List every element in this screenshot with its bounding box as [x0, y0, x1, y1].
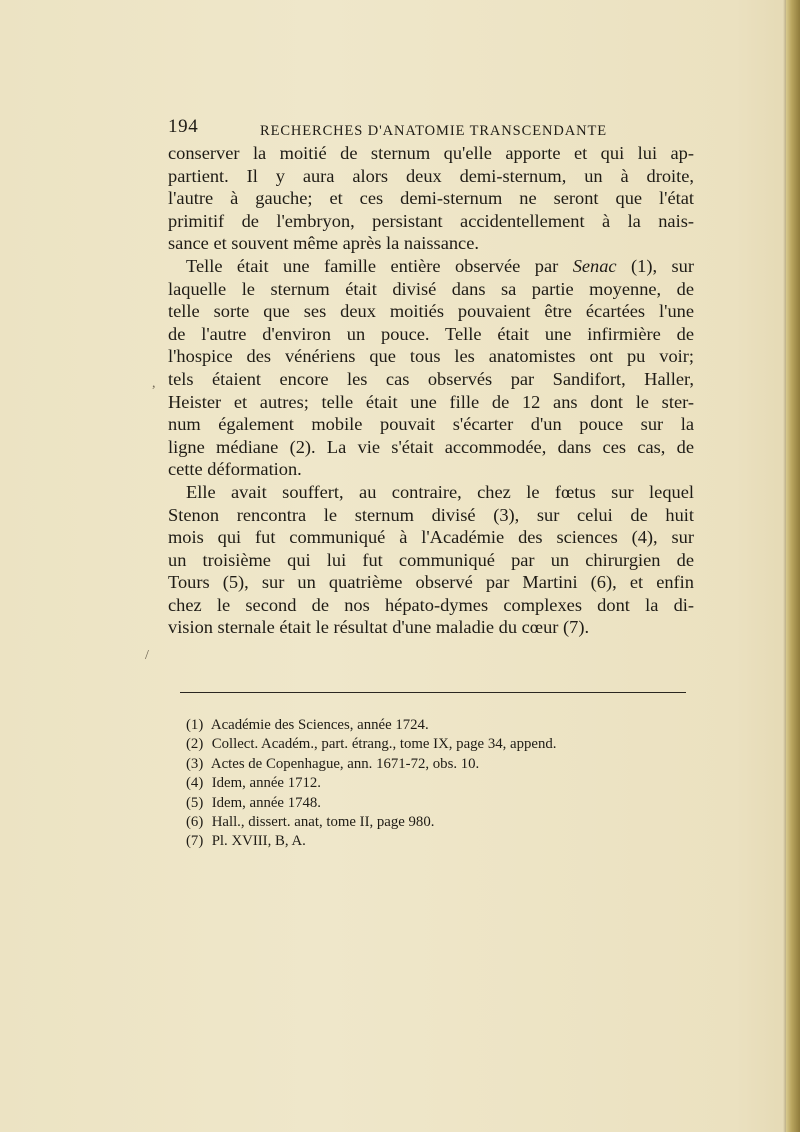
- text-line: primitif de l'embryon, persistant accidentellement à la nais-: [168, 210, 694, 231]
- text-line: laquelle le sternum était divisé dans sa partie moyenne, de: [168, 278, 694, 299]
- text-line: Stenon rencontra le sternum divisé (3), sur celui de huit: [168, 504, 694, 525]
- text-line: Elle avait souffert, au contraire, chez le fœtus sur lequel: [186, 481, 694, 502]
- text-line: partient. Il y aura alors deux demi-sternum, un à droite,: [168, 165, 694, 186]
- text-line: chez le second de nos hépato-dymes complexes dont la di-: [168, 594, 694, 615]
- footnote-number: (2): [186, 736, 204, 753]
- text-line: num également mobile pouvait s'écarter d'un pouce sur la: [168, 414, 694, 435]
- text-segment: Telle était une famille entière observée par: [186, 255, 573, 276]
- footnote-text: Pl. XVIII, B, A.: [211, 833, 306, 850]
- text-line: un troisième qui lui fut communiqué par un chirurgien de: [168, 549, 694, 570]
- footnote: [186, 794, 686, 813]
- text-line: conserver la moitié de sternum qu'elle apporte et qui lui ap-: [168, 143, 694, 163]
- footnote-text: Idem, année 1748.: [211, 794, 321, 811]
- text-line: cette déformation.: [168, 459, 302, 480]
- text-line: Heister et autres; telle était une fille de 12 ans dont le ster-: [168, 391, 694, 412]
- footnote-text: Actes de Copenhague, ann. 1671-72, obs. 10.: [210, 755, 480, 772]
- footnote: [186, 716, 686, 735]
- footnote: [186, 813, 686, 832]
- footnote-text: Collect. Académ., part. étrang., tome IX, page 34, append.: [211, 736, 557, 753]
- footnote-text: Idem, année 1712.: [211, 775, 321, 792]
- footnote-number: (3): [186, 755, 204, 772]
- text-line: Tours (5), sur un quatrième observé par Martini (6), et enfin: [168, 572, 694, 593]
- page-number: 194: [168, 116, 199, 137]
- footnote-number: (4): [186, 775, 204, 792]
- main-text: [168, 142, 694, 639]
- footnote-text: Académie des Sciences, année 1724.: [210, 717, 429, 733]
- footnote: [186, 832, 686, 851]
- footnote-number: (1): [186, 717, 204, 733]
- cited-author: Senac: [572, 255, 617, 276]
- footnote: [186, 774, 686, 793]
- text-line: tels étaient encore les cas observés par Sandifort, Haller,: [168, 368, 694, 389]
- footnote: [186, 735, 686, 754]
- text-line: telle sorte que ses deux moitiés pouvaient être écartées l'une: [168, 301, 694, 322]
- footnote-number: (6): [186, 813, 204, 830]
- text-line: l'hospice des vénériens que tous les anatomistes ont pu voir;: [168, 346, 694, 367]
- text-segment: (1), sur: [616, 255, 694, 276]
- footnote-number: (5): [186, 794, 204, 811]
- text-line: [168, 255, 694, 278]
- footnote: [186, 755, 686, 774]
- footnotes: [186, 716, 686, 852]
- text-line: ligne médiane (2). La vie s'était accommodée, dans ces cas, de: [168, 436, 694, 457]
- running-title: RECHERCHES D'ANATOMIE TRANSCENDANTE: [260, 123, 607, 139]
- footnote-text: Hall., dissert. anat, tome II, page 980.: [211, 813, 435, 830]
- text-line: vision sternale était le résultat d'une maladie du cœur (7).: [168, 617, 590, 638]
- text-line: l'autre à gauche; et ces demi-sternum ne seront que l'état: [168, 188, 694, 209]
- margin-pencil-mark: ,: [152, 376, 156, 391]
- text-line: sance et souvent même après la naissance.: [168, 233, 479, 254]
- footnote-number: (7): [186, 833, 204, 850]
- footnote-divider: [180, 692, 686, 693]
- margin-pencil-mark: /: [145, 648, 149, 663]
- book-binding: [786, 0, 800, 1132]
- text-line: mois qui fut communiqué à l'Académie des sciences (4), sur: [168, 527, 694, 548]
- text-line: de l'autre d'environ un pouce. Telle était une infirmière de: [168, 323, 694, 344]
